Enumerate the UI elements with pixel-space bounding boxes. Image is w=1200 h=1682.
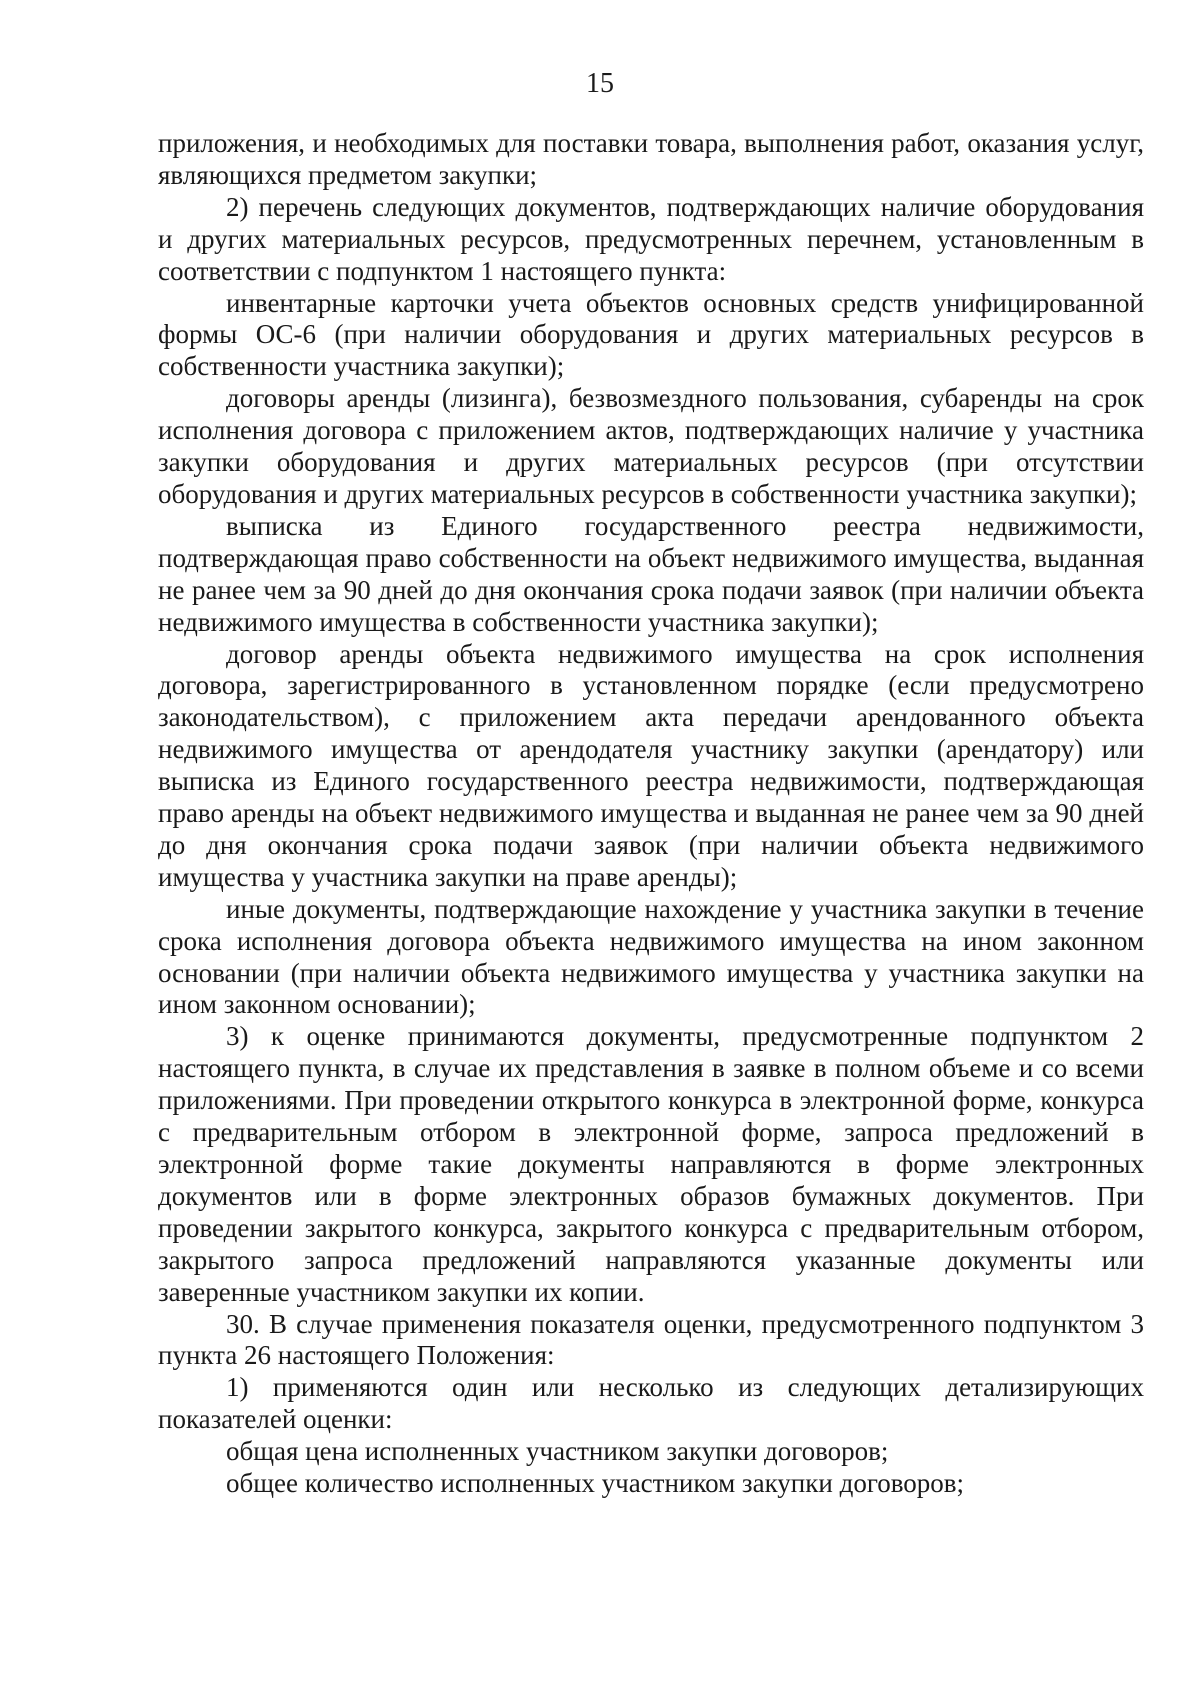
paragraph-item-3: 3) к оценке принимаются документы, предусмотренные подпунктом 2 настоящего пункта, в случае их представления в заявке в полном объеме и со всеми приложениями. При проведении открытого конкурса в электронной форме, конкурса с предварительным отбором в электронной форме, запроса предложений в электронной форме такие документы направляются в форме электронных документов или в форме электронных образов бумажных документов. При проведении закрытого конкурса, закрытого конкурса с предварительным отбором, закрытого запроса предложений направляются указанные документы или заверенные участником закупки их копии. bbox=[158, 1021, 1144, 1307]
paragraph-total-price: общая цена исполненных участником закупки договоров; bbox=[226, 1436, 889, 1467]
paragraph-item-2: 2) перечень следующих документов, подтверждающих наличие оборудования и других материальных ресурсов, предусмотренных перечнем, установленным в соответствии с подпунктом 1 настоящего пункта: bbox=[158, 191, 1144, 286]
paragraph-real-estate-lease: договор аренды объекта недвижимого имущества на срок исполнения договора, зарегистрированного в установленном порядке (если предусмотрено законодательством), с приложением акта передачи арендованного объекта недвижимого имущества от арендодателя участнику закупки (арендатору) или выписка из Единого государственного реестра недвижимости, подтверждающая право аренды на объект недвижимого имущества и выданная не ранее чем за 90 дней до дня окончания срока подачи заявок (при наличии объекта недвижимого имущества у участника закупки на праве аренды); bbox=[158, 638, 1144, 892]
paragraph-total-count: общее количество исполненных участником закупки договоров; bbox=[226, 1468, 965, 1499]
paragraph-section-30: 30. В случае применения показателя оценки, предусмотренного подпунктом 3 пункта 26 настоящего Положения: bbox=[158, 1308, 1144, 1371]
paragraph-other-documents: иные документы, подтверждающие нахождение у участника закупки в течение срока исполнения договора объекта недвижимого имущества на ином законном основании (при наличии объекта недвижимого имущества у участника закупки на ином законном основании); bbox=[158, 893, 1144, 1020]
page-number: 15 bbox=[586, 68, 614, 99]
paragraph-continuation: приложения, и необходимых для поставки товара, выполнения работ, оказания услуг, являющихся предметом закупки; bbox=[158, 128, 1144, 190]
paragraph-registry-extract: выписка из Единого государственного реестра недвижимости, подтверждающая право собственности на объект недвижимого имущества, выданная не ранее чем за 90 дней до дня окончания срока подачи заявок (при наличии объекта недвижимого имущества в собственности участника закупки); bbox=[158, 510, 1144, 637]
paragraph-lease-contracts: договоры аренды (лизинга), безвозмездного пользования, субаренды на срок исполнения договора с приложением актов, подтверждающих наличие у участника закупки оборудования и других материальных ресурсов (при отсутствии оборудования и других материальных ресурсов в собственности участника закупки); bbox=[158, 383, 1144, 509]
paragraph-section-30-item-1: 1) применяются один или несколько из следующих детализирующих показателей оценки: bbox=[158, 1372, 1144, 1435]
paragraph-inventory-cards: инвентарные карточки учета объектов основных средств унифицированной формы ОС-6 (при наличии оборудования и других материальных ресурсов в собственности участника закупки); bbox=[158, 287, 1144, 382]
document-body bbox=[158, 128, 1144, 1500]
